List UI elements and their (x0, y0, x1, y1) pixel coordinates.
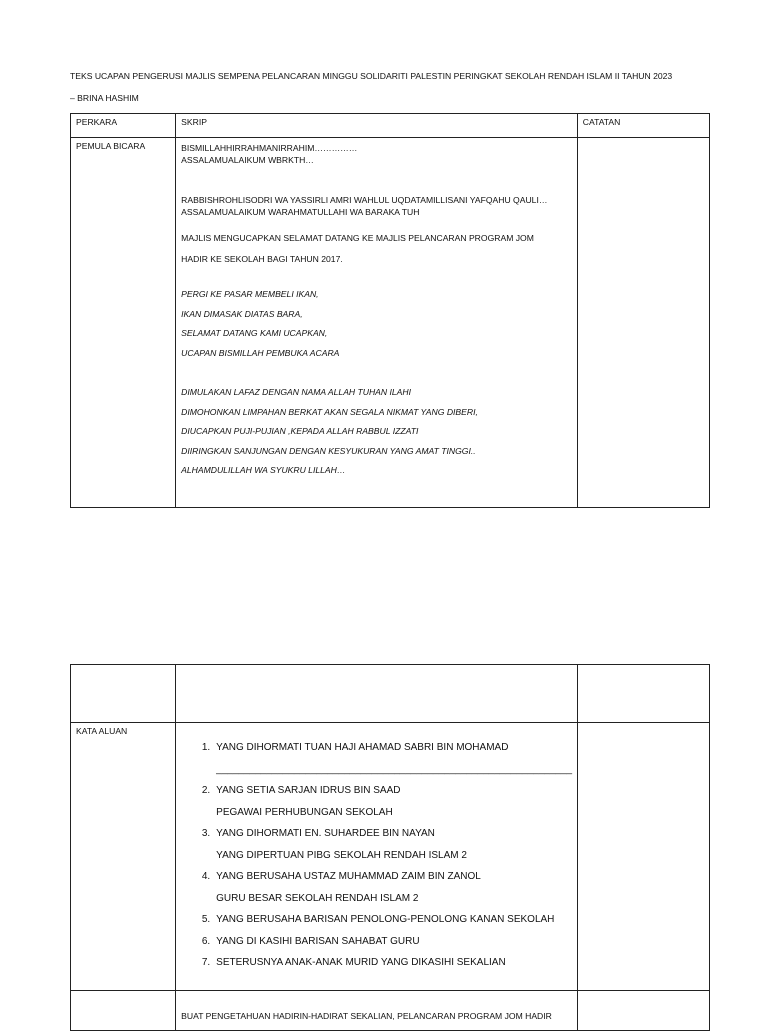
syair-line: DIIRINGKAN SANJUNGAN DENGAN KESYUKURAN YANG AMAT TINGGI.. (181, 445, 476, 456)
pantun-line: IKAN DIMASAK DIATAS BARA, (181, 308, 303, 319)
script-line: HADIR KE SEKOLAH BAGI TAHUN 2017. (181, 254, 343, 264)
list-item (176, 866, 577, 909)
list-text: YANG DIHORMATI EN. SUHARDEE BIN NAYAN (216, 828, 435, 839)
table-row (71, 723, 710, 991)
greetings-cell (176, 723, 578, 991)
list-number: 1. (201, 742, 211, 753)
list-text: YANG BERUSAHA BARISAN PENOLONG-PENOLONG KANAN SEKOLAH (216, 914, 555, 925)
list-item (176, 823, 577, 866)
syair-line: DIMOHONKAN LIMPAHAN BERKAT AKAN SEGALA NIKMAT YANG DIBERI, (181, 406, 478, 417)
table-row (71, 665, 710, 723)
document-author: – BRINA HASHIM (70, 93, 139, 103)
list-subtext: YANG DIPERTUAN PIBG SEKOLAH RENDAH ISLAM 2 (216, 849, 467, 861)
syair-line: DIUCAPKAN PUJI-PUJIAN ,KEPADA ALLAH RABBUL IZZATI (181, 426, 419, 436)
list-subtext: ________________________________________________________________ (216, 763, 573, 775)
script-line: RABBISHROHLISODRI WA YASSIRLI AMRI WAHLUL UQDATAMILLISANI YAFQAHU QAULI… (181, 195, 548, 205)
table-row (71, 991, 710, 1031)
script-line: BISMILLAHHIRRAHMANIRRAHIM…………… (181, 143, 358, 153)
row-label-kata-aluan: KATA ALUAN (71, 723, 176, 991)
list-item (176, 737, 577, 780)
list-item (176, 952, 577, 974)
script-line: ASSALAMUALAIKUM WARAHMATULLAHI WA BARAKA TUH (181, 207, 420, 217)
list-number: 6. (201, 935, 211, 947)
list-text: YANG DIHORMATI TUAN HAJI AHAMAD SABRI BIN MOHAMAD (216, 742, 509, 753)
catatan-cell (577, 723, 709, 991)
list-item (176, 909, 577, 931)
script-table-1 (70, 113, 710, 508)
pantun-line: SELAMAT DATANG KAMI UCAPKAN, (181, 328, 328, 338)
catatan-cell (577, 138, 709, 508)
document-title: TEKS UCAPAN PENGERUSI MAJLIS SEMPENA PELANCARAN MINGGU SOLIDARITI PALESTIN PERINGKAT SEKOLAH RENDAH ISLAM II TAHUN 2023 (70, 71, 673, 81)
list-text: YANG SETIA SARJAN IDRUS BIN SAAD (216, 785, 401, 796)
empty-cell (71, 665, 176, 723)
empty-cell (176, 665, 578, 723)
empty-cell (71, 991, 176, 1031)
list-number: 4. (201, 871, 211, 882)
header-catatan: CATATAN (577, 114, 709, 138)
script-line: MAJLIS MENGUCAPKAN SELAMAT DATANG KE MAJLIS PELANCARAN PROGRAM JOM (181, 233, 534, 243)
empty-cell (577, 991, 709, 1031)
list-text: SETERUSNYA ANAK-ANAK MURID YANG DIKASIHI SEKALIAN (216, 957, 506, 968)
table-row (71, 138, 710, 508)
pantun-line: UCAPAN BISMILLAH PEMBUKA ACARA (181, 347, 340, 358)
list-number: 2. (201, 785, 211, 796)
empty-cell (577, 665, 709, 723)
list-number: 3. (201, 828, 211, 839)
pantun-line: PERGI KE PASAR MEMBELI IKAN, (181, 289, 319, 299)
list-number: 7. (201, 957, 211, 968)
syair-line: ALHAMDULILLAH WA SYUKRU LILLAH… (181, 465, 346, 475)
syair-line: DIMULAKAN LAFAZ DENGAN NAMA ALLAH TUHAN ILAHI (181, 387, 412, 397)
header-perkara: PERKARA (71, 114, 176, 138)
script-cell (176, 138, 578, 508)
list-item (176, 780, 577, 823)
announcement-cell: BUAT PENGETAHUAN HADIRIN-HADIRAT SEKALIAN, PELANCARAN PROGRAM JOM HADIR (176, 991, 578, 1031)
row-label-pemula-bicara: PEMULA BICARA (71, 138, 176, 508)
list-subtext: GURU BESAR SEKOLAH RENDAH ISLAM 2 (216, 892, 419, 904)
script-line: ASSALAMUALAIKUM WBRKTH… (181, 155, 314, 165)
list-item (176, 931, 577, 953)
script-table-2 (70, 664, 710, 1031)
list-number: 5. (201, 914, 211, 925)
header-skrip: SKRIP (176, 114, 578, 138)
table-header-row (71, 114, 710, 138)
list-subtext: PEGAWAI PERHUBUNGAN SEKOLAH (216, 806, 393, 818)
list-text: YANG DI KASIHI BARISAN SAHABAT GURU (216, 935, 420, 947)
greetings-list (176, 737, 577, 974)
list-text: YANG BERUSAHA USTAZ MUHAMMAD ZAIM BIN ZANOL (216, 871, 481, 882)
